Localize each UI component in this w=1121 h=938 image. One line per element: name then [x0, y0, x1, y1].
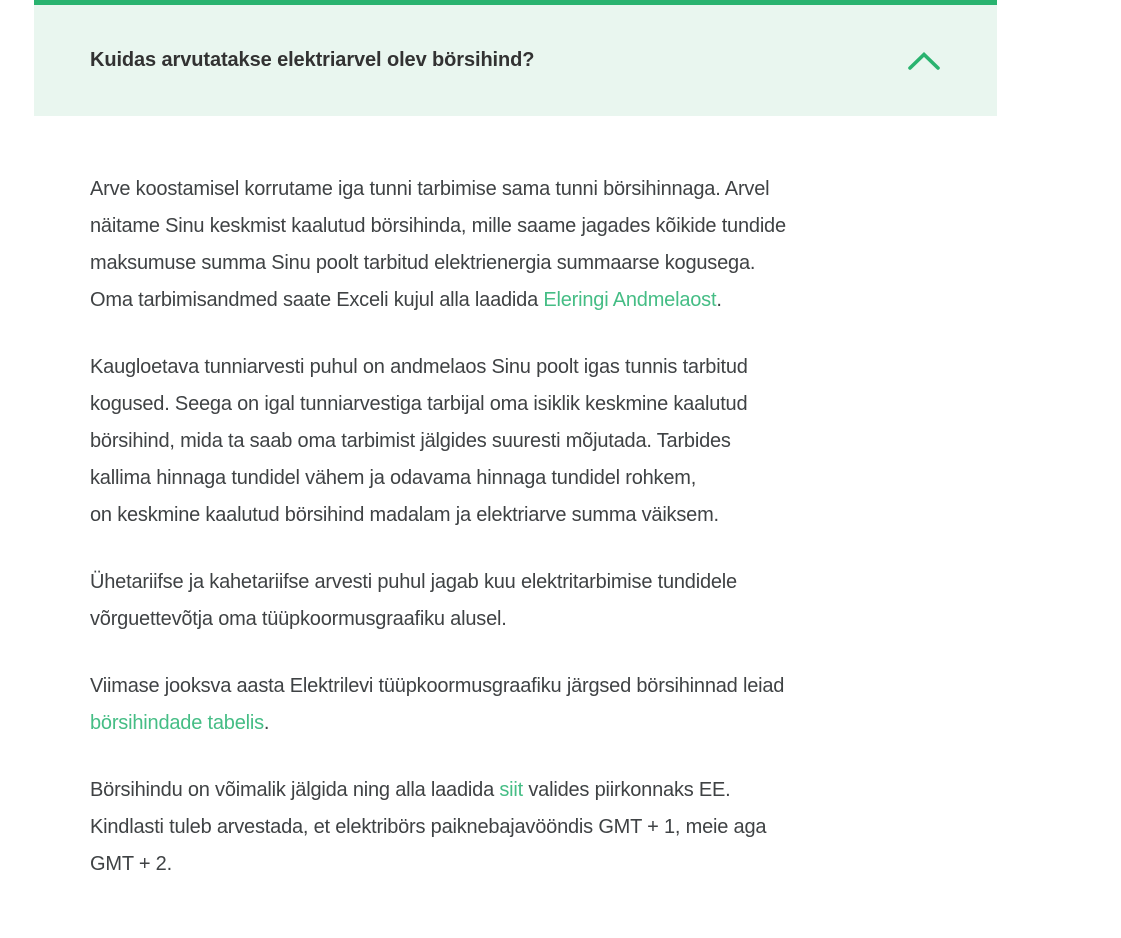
- answer-body: [34, 116, 997, 883]
- answer-paragraph: [90, 349, 969, 534]
- faq-accordion-item: [34, 0, 997, 913]
- text-run: näitame Sinu keskmist kaalutud börsihinda, mille saame jagades kõikide tundide: [90, 215, 786, 237]
- text-run: Kaugloetava tunniarvesti puhul on andmelaos Sinu poolt igas tunnis tarbitud: [90, 356, 748, 378]
- text-run: Ühetariifse ja kahetariifse arvesti puhul jagab kuu elektritarbimise tundidele: [90, 571, 737, 593]
- inline-link[interactable]: siit: [499, 779, 524, 801]
- answer-paragraph: [90, 171, 969, 319]
- text-run: Arve koostamisel korrutame iga tunni tarbimise sama tunni börsihinnaga. Arvel: [90, 178, 770, 200]
- text-run: .: [716, 289, 722, 311]
- answer-paragraph: [90, 668, 969, 742]
- answer-paragraph: [90, 772, 969, 883]
- accordion-question: Kuidas arvutatakse elektriarvel olev börsihind?: [90, 49, 535, 71]
- text-run: GMT + 2.: [90, 853, 172, 875]
- inline-link[interactable]: Eleringi Andmelaost: [543, 289, 717, 311]
- text-run: kallima hinnaga tundidel vähem ja odavama hinnaga tundidel rohkem,: [90, 467, 697, 489]
- text-run: Kindlasti tuleb arvestada, et elektribörs paiknebajavööndis GMT + 1, meie aga: [90, 816, 767, 838]
- text-run: börsihind, mida ta saab oma tarbimist jälgides suuresti mõjutada. Tarbides: [90, 430, 731, 452]
- text-run: .: [263, 712, 270, 734]
- text-run: Oma tarbimisandmed saate Exceli kujul alla laadida: [90, 289, 544, 311]
- accordion-header[interactable]: [34, 5, 997, 116]
- inline-link[interactable]: börsihindade tabelis: [90, 712, 264, 734]
- text-run: Viimase jooksva aasta Elektrilevi tüüpkoormusgraafiku järgsed börsihinnad leiad: [90, 675, 785, 697]
- answer-paragraph: [90, 564, 969, 638]
- text-run: Börsihindu on võimalik jälgida ning alla laadida: [90, 779, 500, 801]
- text-run: kogused. Seega on igal tunniarvestiga tarbijal oma isiklik keskmine kaalutud: [90, 393, 748, 415]
- text-run: on keskmine kaalutud börsihind madalam ja elektriarve summa väiksem.: [90, 504, 719, 526]
- text-run: maksumuse summa Sinu poolt tarbitud elektrienergia summaarse kogusega.: [90, 252, 756, 274]
- text-run: võrguettevõtja oma tüüpkoormusgraafiku alusel.: [90, 608, 507, 630]
- chevron-up-icon[interactable]: [907, 51, 941, 71]
- text-run: valides piirkonnaks EE.: [523, 779, 731, 801]
